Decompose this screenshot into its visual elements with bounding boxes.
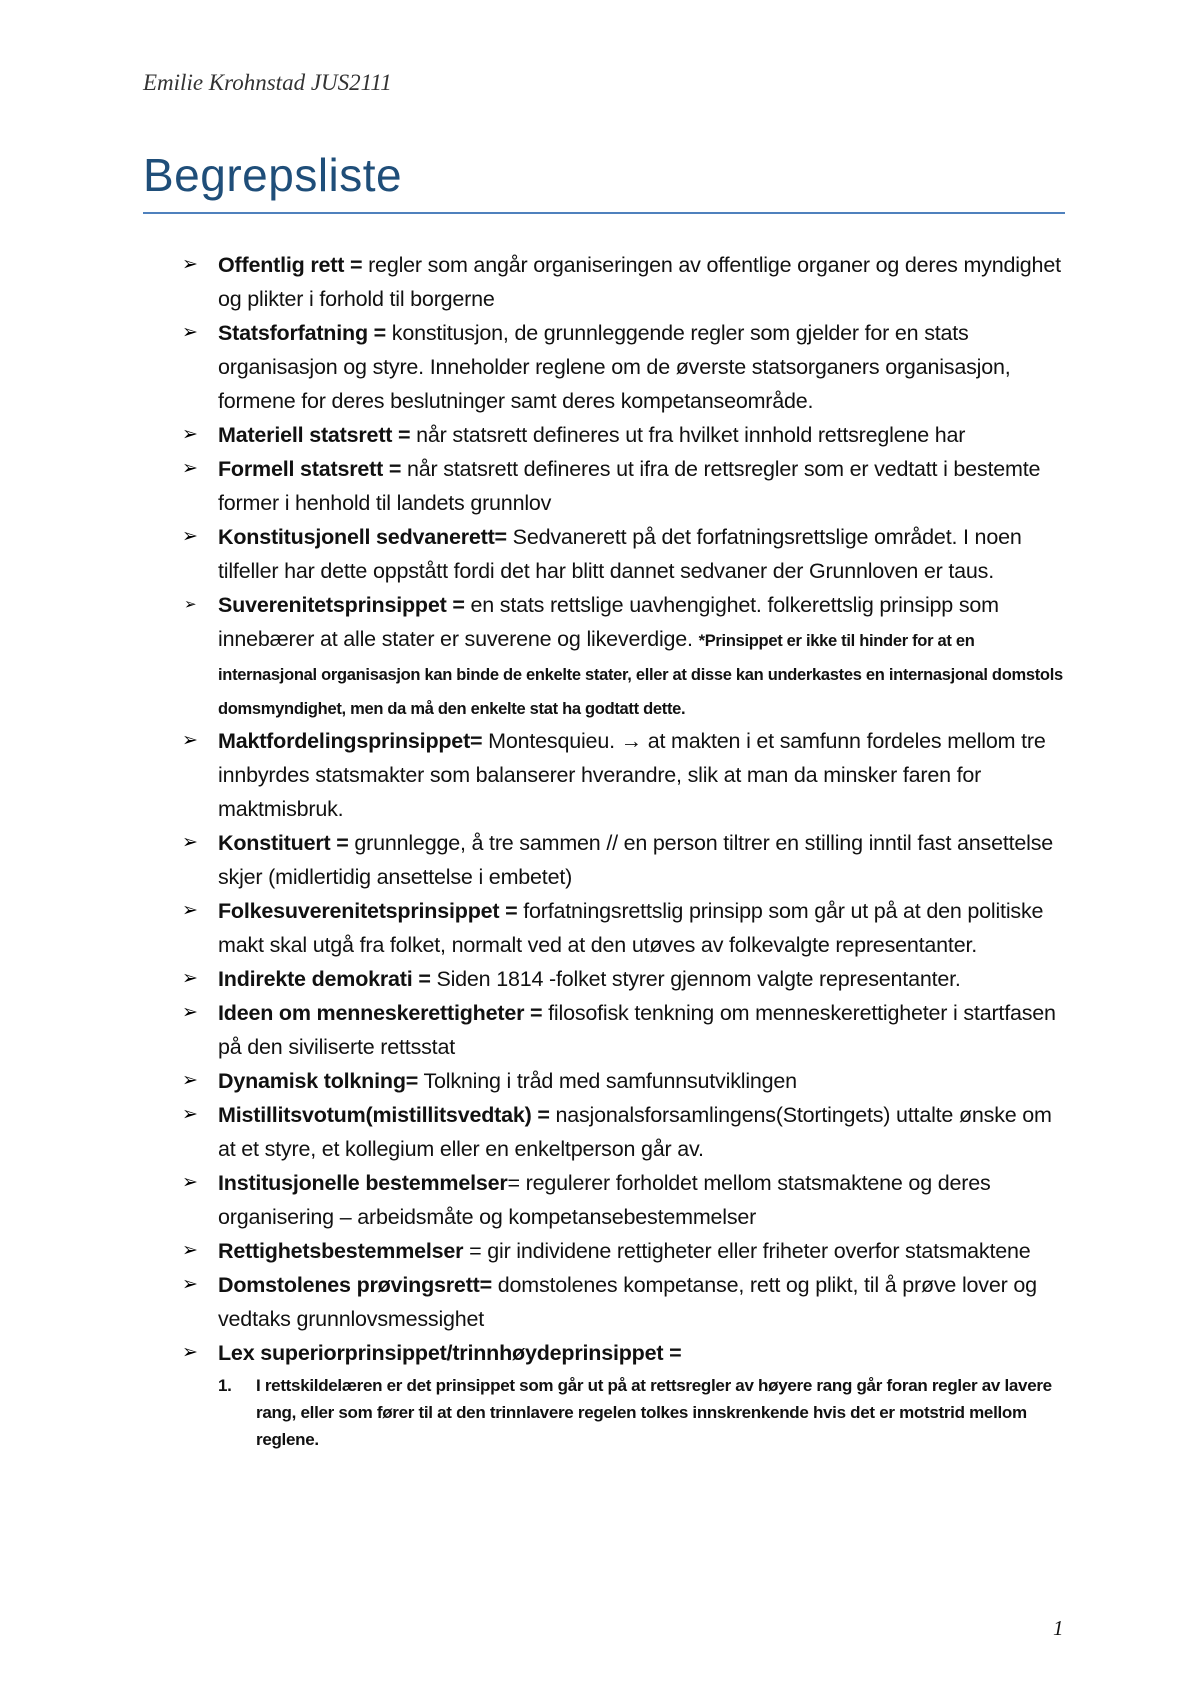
arrow-bullet-icon: ➢: [182, 1342, 198, 1363]
term-name: Ideen om menneskerettigheter =: [218, 1001, 543, 1025]
term-name: Offentlig rett =: [218, 253, 363, 277]
numbered-sublist-item: [218, 1372, 1070, 1453]
arrow-bullet-icon: ➢: [182, 968, 198, 989]
term-item: [180, 894, 1070, 962]
term-item: [180, 418, 1070, 452]
arrow-bullet-icon: ➢: [182, 1172, 198, 1193]
term-definition: grunnlegge, å tre sammen // en person tiltrer en stilling inntil fast ansettelse skjer (midlertidig ansettelse i embetet): [218, 831, 1054, 889]
term-definition: når statsrett defineres ut ifra de rettsregler som er vedtatt i bestemte former i henhold til landets grunnlov: [218, 457, 1041, 515]
term-name: Konstituert =: [218, 831, 349, 855]
arrow-bullet-icon: ➢: [182, 1240, 198, 1261]
term-list: [180, 248, 1070, 1453]
document-header: Emilie Krohnstad JUS2111: [143, 70, 392, 95]
term-name: Statsforfatning =: [218, 321, 387, 345]
arrow-bullet-icon: ➢: [182, 900, 198, 921]
term-name: Folkesuverenitetsprinsippet =: [218, 899, 518, 923]
term-item: [180, 724, 1070, 826]
title-underline: [143, 212, 1065, 214]
term-item: [180, 248, 1070, 316]
arrow-bullet-icon: ➢: [182, 1274, 198, 1295]
term-item: [180, 1098, 1070, 1166]
sublist-number: 1.: [218, 1376, 232, 1395]
term-item: [180, 316, 1070, 418]
term-name: Dynamisk tolkning=: [218, 1069, 419, 1093]
arrow-bullet-icon: ➢: [182, 1002, 198, 1023]
term-definition: nasjonalsforsamlingens(Stortingets) uttalte ønske om at et styre, et kollegium eller en enkeltperson går av.: [218, 1103, 1052, 1161]
arrow-bullet-icon: ➢: [182, 254, 198, 275]
term-item: [180, 452, 1070, 520]
arrow-bullet-icon: ➢: [182, 730, 198, 751]
arrow-bullet-icon: ➢: [184, 596, 197, 613]
sublist-text: I rettskildelæren er det prinsippet som går ut på at rettsregler av høyere rang går foran regler av lavere rang, eller som fører til at den trinnlavere regelen tolkes innskrenkende hvis det er motstrid mellom reglene.: [256, 1376, 1052, 1449]
term-item: [180, 520, 1070, 588]
term-definition: Siden 1814 -folket styrer gjennom valgte representanter.: [430, 967, 961, 991]
arrow-bullet-icon: ➢: [182, 458, 198, 479]
numbered-sublist: [218, 1372, 1070, 1453]
term-name: Konstitusjonell sedvanerett=: [218, 525, 507, 549]
arrow-bullet-icon: ➢: [182, 424, 198, 445]
term-definition: når statsrett defineres ut fra hvilket innhold rettsreglene har: [410, 423, 966, 447]
term-definition: Sedvanerett på det forfatningsrettslige området. I noen tilfeller har dette oppstått fordi det har blitt dannet sedvaner der Grunnloven er taus.: [218, 525, 1022, 583]
term-item: [180, 1064, 1070, 1098]
term-item: [180, 1166, 1070, 1234]
term-item: [180, 1268, 1070, 1336]
term-name: Indirekte demokrati =: [218, 967, 431, 991]
term-definition: Tolkning i tråd med samfunnsutviklingen: [418, 1069, 797, 1093]
arrow-bullet-icon: ➢: [182, 1070, 198, 1091]
term-item: [180, 1336, 1070, 1453]
term-name: Formell statsrett =: [218, 457, 402, 481]
term-definition: = gir individene rettigheter eller friheter overfor statsmaktene: [463, 1239, 1031, 1263]
term-name: Rettighetsbestemmelser: [218, 1239, 464, 1263]
term-name: Materiell statsrett =: [218, 423, 411, 447]
term-definition: konstitusjon, de grunnleggende regler som gjelder for en stats organisasjon og styre. Inneholder reglene om de øverste statsorganers organisasjon, formene for deres beslutninger samt deres kompetanseområde.: [218, 321, 1011, 413]
page-title: Begrepsliste: [143, 149, 403, 201]
term-definition: forfatningsrettslig prinsipp som går ut på at den politiske makt skal utgå fra folket, normalt ved at den utøves av folkevalgte representanter.: [218, 899, 1044, 957]
term-footnote: *Prinsippet er ikke til hinder for at en internasjonal organisasjon kan binde de enkelte stater, eller at disse kan underkastes en internasjonal domstols domsmyndighet, men da må den enkelte stat ha godtatt dette.: [218, 632, 1063, 718]
term-definition: filosofisk tenkning om menneskerettigheter i startfasen på den siviliserte rettsstat: [218, 1001, 1056, 1059]
term-definition: = regulerer forholdet mellom statsmaktene og deres organisering – arbeidsmåte og kompetansebestemmelser: [218, 1171, 991, 1229]
term-definition: regler som angår organiseringen av offentlige organer og deres myndighet og plikter i forhold til borgerne: [218, 253, 1061, 311]
term-name: Lex superiorprinsippet/trinnhøydeprinsippet =: [218, 1341, 682, 1365]
term-name: Mistillitsvotum(mistillitsvedtak) =: [218, 1103, 550, 1127]
arrow-bullet-icon: ➢: [182, 322, 198, 343]
arrow-bullet-icon: ➢: [182, 1104, 198, 1125]
term-name: Suverenitetsprinsippet =: [218, 593, 465, 617]
term-name: Maktfordelingsprinsippet=: [218, 729, 483, 753]
term-item: [180, 996, 1070, 1064]
term-definition: en stats rettslige uavhengighet. folkerettslig prinsipp som innebærer at alle stater er suverene og likeverdige.: [218, 593, 999, 651]
term-item: [180, 1234, 1070, 1268]
term-definition: domstolenes kompetanse, rett og plikt, til å prøve lover og vedtaks grunnlovsmessighet: [218, 1273, 1037, 1331]
term-definition: Montesquieu. → at makten i et samfunn fordeles mellom tre innbyrdes statsmakter som balanserer hverandre, slik at man da minsker faren for maktmisbruk.: [218, 729, 1046, 821]
arrow-bullet-icon: ➢: [182, 526, 198, 547]
arrow-bullet-icon: ➢: [182, 832, 198, 853]
page-number: 1: [1053, 1616, 1064, 1640]
term-item: [180, 588, 1070, 724]
term-name: Domstolenes prøvingsrett=: [218, 1273, 492, 1297]
term-item: [180, 962, 1070, 996]
term-name: Institusjonelle bestemmelser: [218, 1171, 508, 1195]
term-item: [180, 826, 1070, 894]
